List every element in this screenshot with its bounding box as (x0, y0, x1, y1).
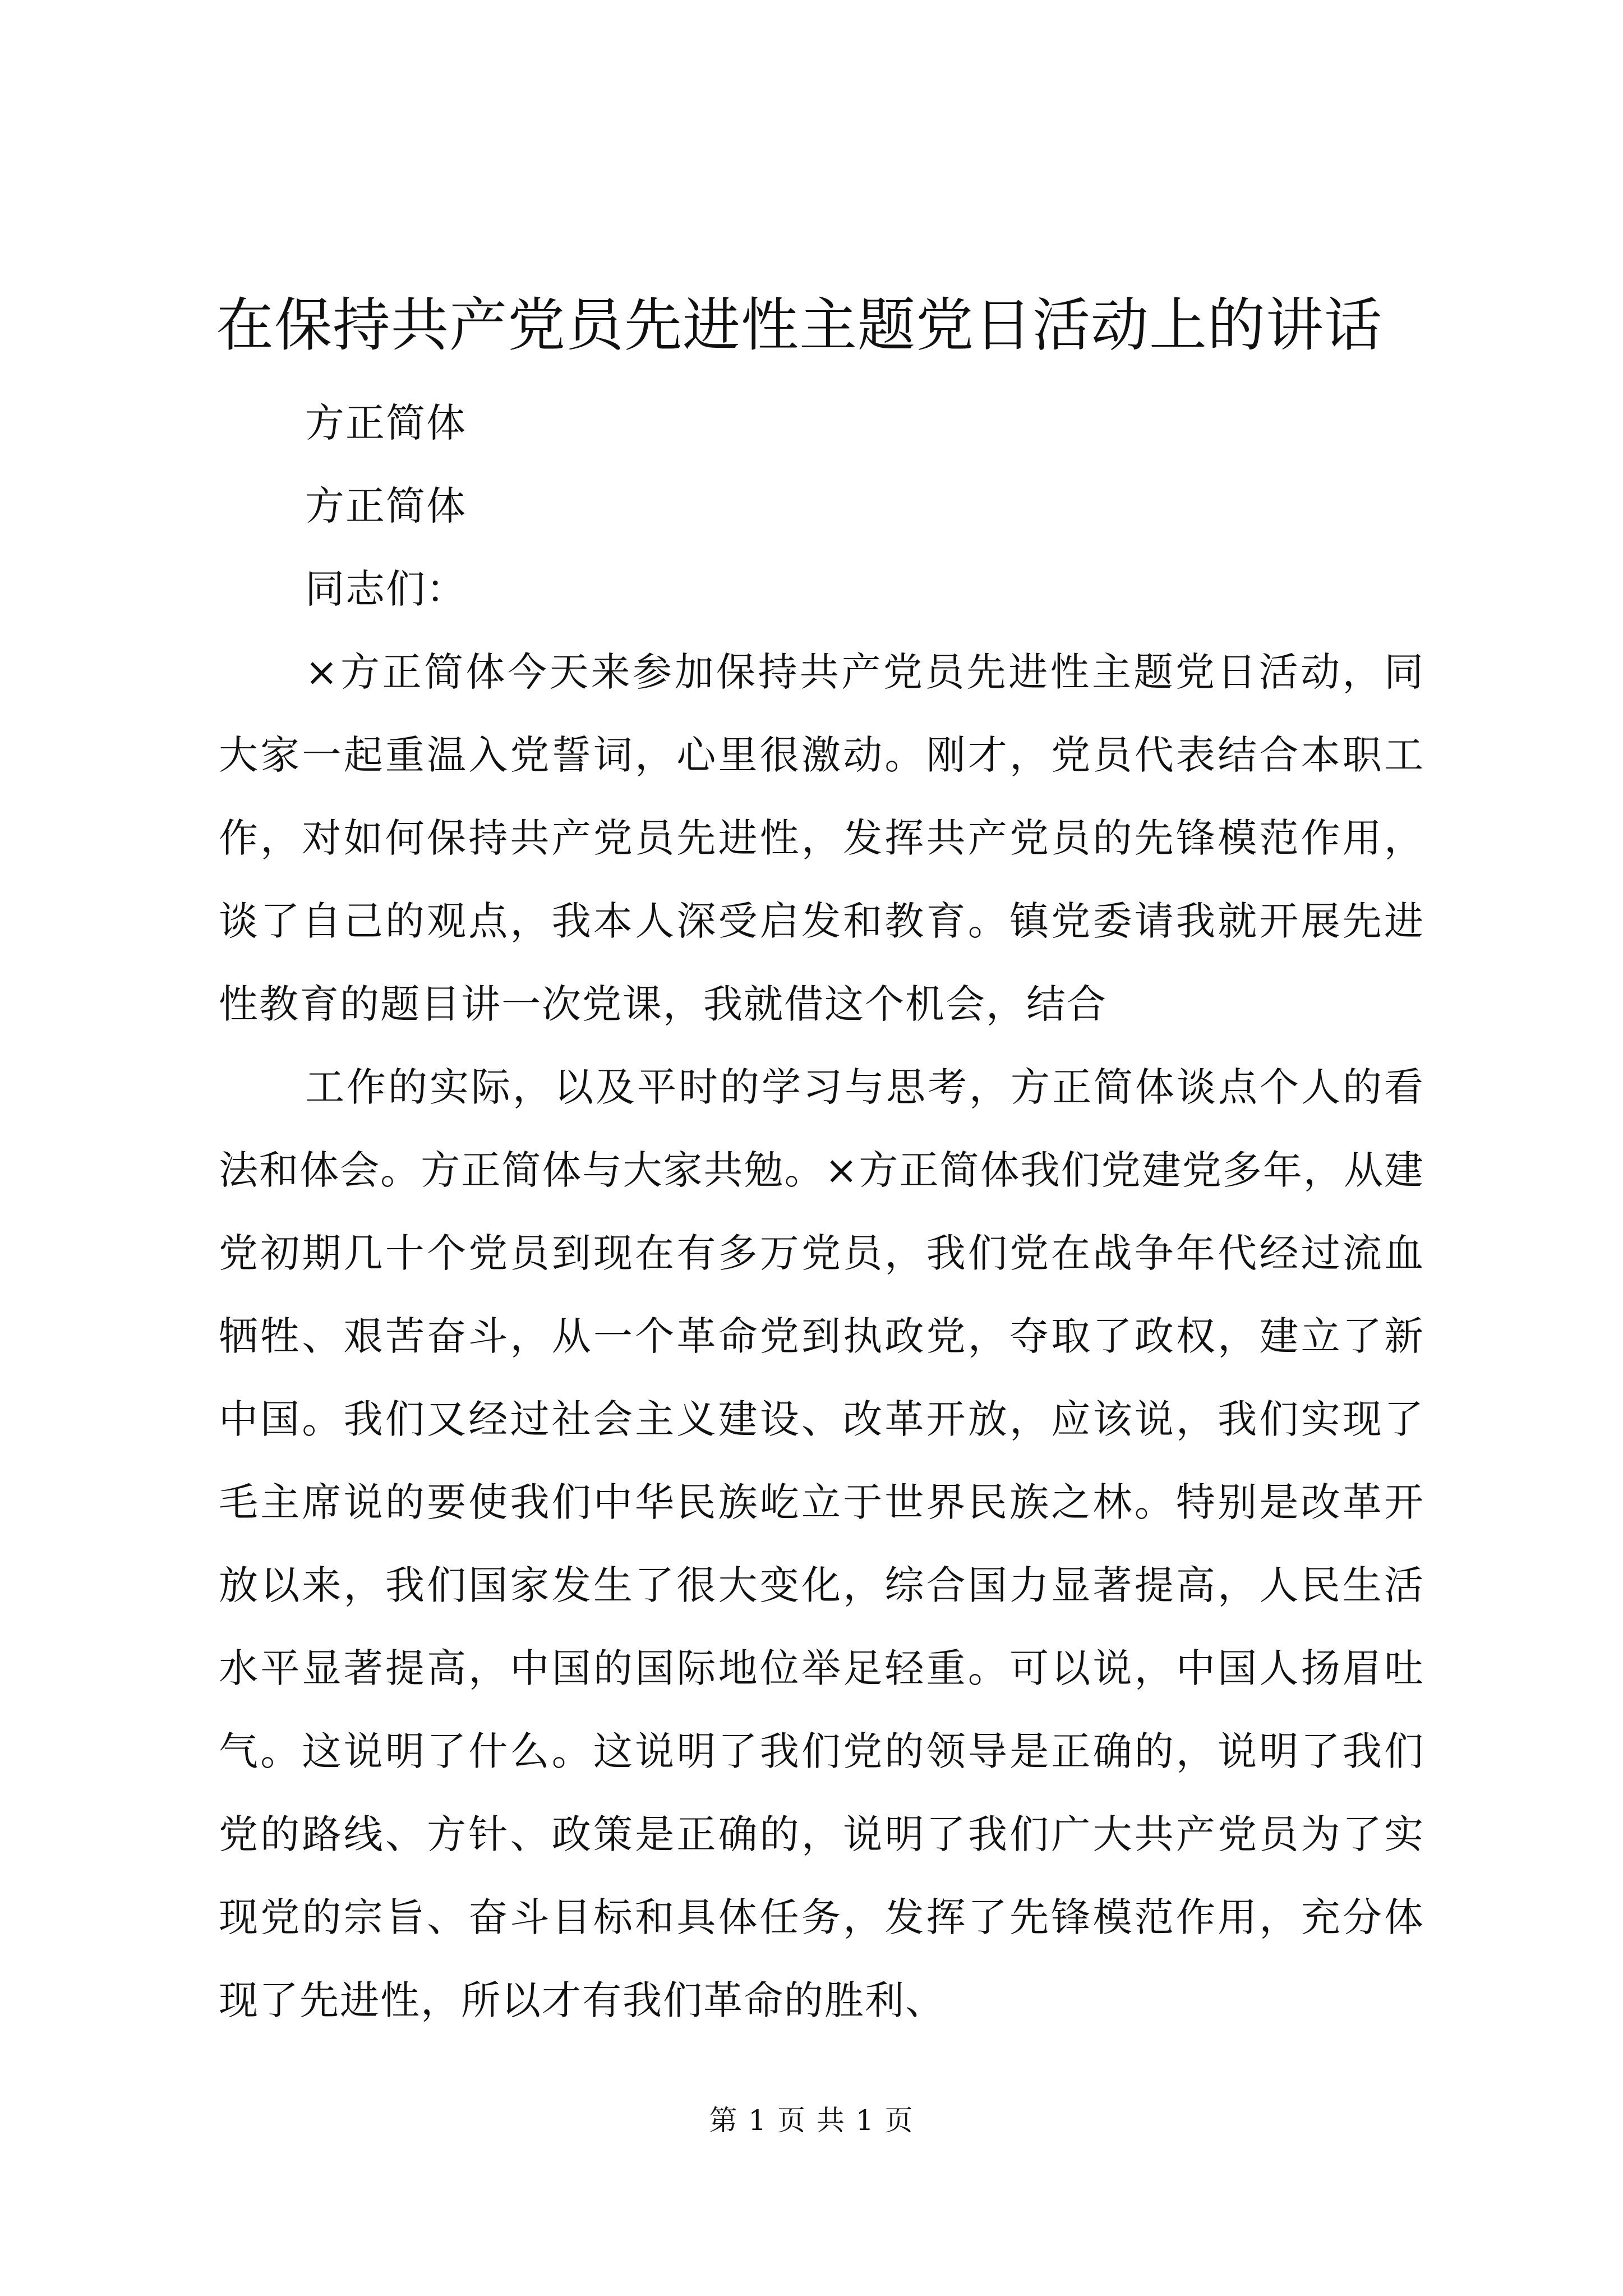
paragraph-main: 工作的实际，以及平时的学习与思考，方正简体谈点个人的看法和体会。方正简体与大家共勉。×方正简体我们党建党多年，从建党初期几十个党员到现在有多万党员，我们党在战争年代经过流血牺牲、艰苦奋斗，从一个革命党到执政党，夺取了政权，建立了新中国。我们又经过社会主义建设、改革开放，应该说，我们实现了毛主席说的要使我们中华民族屹立于世界民族之林。特别是改革开放以来，我们国家发生了很大变化，综合国力显著提高，人民生活水平显著提高，中国的国际地位举足轻重。可以说，中国人扬眉吐气。这说明了什么。这说明了我们党的领导是正确的，说明了我们党的路线、方针、政策是正确的，说明了我们广大共产党员为了实现党的宗旨、奋斗目标和具体任务，发挥了先锋模范作用，充分体现了先进性，所以才有我们革命的胜利、 (219, 1064, 1424, 2023)
paragraph-salutation: 同志们： (305, 566, 467, 612)
document-body (219, 381, 1424, 2042)
document-title: 在保持共产党员先进性主题党日活动上的讲话 (216, 292, 1382, 359)
paragraph-opening: ×方正简体今天来参加保持共产党员先进性主题党日活动，同大家一起重温入党誓词，心里很激动。刚才，党员代表结合本职工作，对如何保持共产党员先进性，发挥共产党员的先锋模范作用，谈了自己的观点，我本人深受启发和教育。镇党委请我就开展先进性教育的题目讲一次党课，我就借这个机会，结合 (219, 649, 1424, 1027)
paragraph-font-note-1: 方正简体 (305, 400, 467, 446)
paragraph-font-note-2: 方正简体 (305, 483, 467, 529)
page-footer: 第 1 页 共 1 页 (709, 2104, 914, 2137)
